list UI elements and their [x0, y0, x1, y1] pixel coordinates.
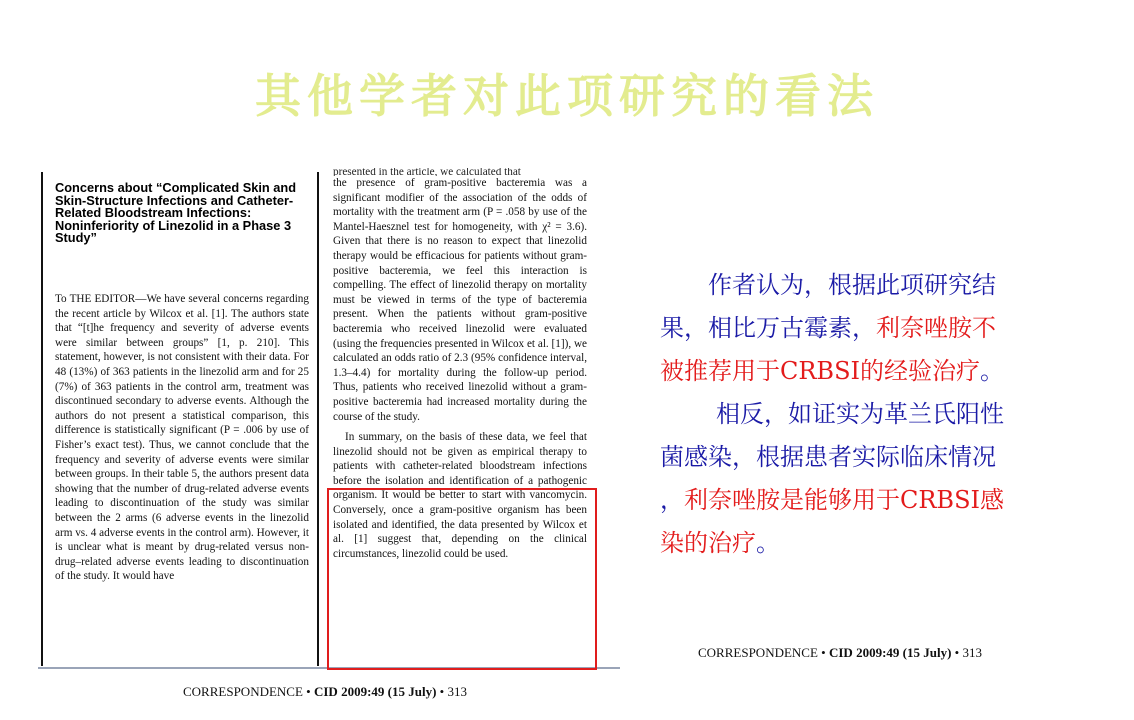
comment-line-5: 菌感染，根据患者实际临床情况	[660, 443, 996, 471]
comment-line-7-red: 染的治疗	[660, 529, 756, 557]
cut-off-line: presented in the article, we calculated that	[333, 168, 521, 176]
article-heading: Concerns about “Complicated Skin and Skin-Structure Infections and Catheter-Related Bloodstream Infections: Noninferiority of Linezolid in a Phase 3 Study”	[55, 180, 297, 246]
footer-bullet: •	[439, 684, 445, 699]
comment-line-3-red: 被推荐用于CRBSI的经验治疗	[660, 357, 980, 385]
footer-page: 313	[962, 645, 982, 660]
footer-section: CORRESPONDENCE	[183, 684, 303, 699]
comment-line-2	[660, 307, 1060, 350]
commentary-text	[660, 264, 1060, 565]
comment-line-1: 作者认为，根据此项研究结	[708, 271, 996, 299]
column-divider	[317, 172, 319, 666]
right-column-text-1: the presence of gram-positive bacteremia was a significant modifier of the association of the odds of mortality with the treatment arm (P = .058 by use of the Mantel-Haesznel test for homogeneity, with χ² = 3.6). Given that there is no reason to expect that linezolid therapy would be efficacious for patients without gram-positive bacteremia, we feel this interaction is compelling. The effect of linezolid therapy on mortality must be viewed in terms of the type of bacteremia present. When the patients without gram-positive bacteremia who received linezolid were evaluated (using the frequencies presented in Wilcox et al. [1]), we calculated an odds ratio of 2.3 (95% confidence interval, 1.3–4.4) for mortality during the follow-up period. Thus, patients who received linezolid without a gram-positive bacteremia had increased mortality during the course of the study.	[333, 177, 587, 423]
slide-footer	[698, 645, 982, 661]
comment-line-4: 相反，如证实为革兰氏阳性	[716, 400, 1004, 428]
left-column-text: To THE EDITOR—We have several concerns regarding the recent article by Wilcox et al. [1]. The authors state that “[t]he frequency and severity of adverse events were similar between groups” [1, p. 210]. This statement, however, is not consistent with their data. For 48 (13%) of 363 patients in the linezolid arm and for 25 (7%) of 363 patients in the control arm, treatment was discontinued secondary to adverse events. Although the authors do not present a statistical comparison, this difference is statistically significant (P = .006 by use of Fisher’s exact test). Thus, we cannot conclude that the frequency and severity of adverse events were similar between groups. In their table 5, the authors present data showing that the number of drug-related adverse events leading to discontinuation of the study was similar between the 2 arms (6 adverse events in the linezolid arm vs. 4 adverse events in the control arm). However, it is unclear what is meant by drug-related versus non-drug–related adverse events leading to discontinuation of the study. It would have	[55, 293, 309, 583]
right-column-summary: In summary, on the basis of these data, we feel that linezolid should not be given as empirical therapy to patients with catheter-related bloodstream infections before the isolation and identification of a pathogenic organism. It would be better to start with vancomycin. Conversely, once a gram-positive organism has been isolated and identified, the data presented by Wilcox et al. [1] suggest that, depending on the clinical circumstances, linezolid could be used.	[333, 431, 587, 560]
footer-bullet: •	[306, 684, 311, 699]
comment-line-7	[660, 522, 1060, 565]
highlight-box	[327, 488, 597, 670]
comment-line-6	[660, 479, 1060, 522]
comment-line-3	[660, 350, 1060, 393]
footer-bullet: •	[821, 645, 826, 660]
comment-line-2-red: 利奈唑胺不	[876, 314, 996, 342]
footer-journal: CID 2009:49 (15 July)	[828, 645, 952, 660]
left-rule	[41, 172, 43, 666]
footer-page: 313	[447, 684, 467, 699]
comment-line-3-blue: 。	[980, 357, 1004, 385]
article-left-column	[55, 292, 309, 584]
comment-line-6-blue: ，	[660, 486, 684, 514]
comment-line-7-blue: 。	[756, 529, 780, 557]
footer-bullet: •	[954, 645, 960, 660]
comment-line-2-blue: 果，相比万古霉素，	[660, 314, 876, 342]
comment-line-6-red: 利奈唑胺是能够用于CRBSI感	[684, 486, 1004, 514]
article-footer	[183, 684, 467, 700]
footer-section: CORRESPONDENCE	[698, 645, 818, 660]
slide-title: 其他学者对此项研究的看法	[255, 69, 879, 123]
footer-journal: CID 2009:49 (15 July)	[313, 684, 437, 699]
